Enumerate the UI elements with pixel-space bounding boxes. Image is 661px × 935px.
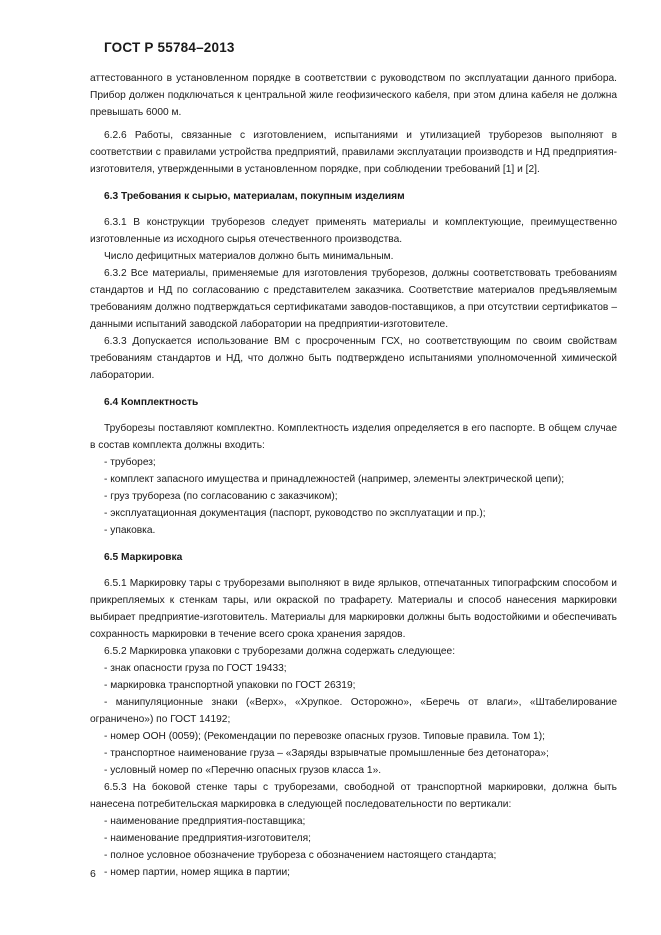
paragraph-6-3-3: 6.3.3 Допускается использование ВМ с просроченным ГСХ, но соответствующим по своим свойствам требованиям стандартов и НД, что должно быть подтверждено испытаниями уполномоченной химической лаборатории.	[90, 336, 617, 381]
list-item: - упаковка.	[104, 525, 156, 536]
paragraph: Число дефицитных материалов должно быть минимальным.	[104, 251, 394, 262]
paragraph-6-5-1: 6.5.1 Маркировку тары с труборезами выполняют в виде ярлыков, отпечатанных типографским способом и прикрепляемых к стенкам тары, или окраской по трафарету. Материалы и способ нанесения маркировки выбирает предприятие-изготовитель. Материалы для маркировки должны быть водостойкими и обеспечивать сохранность маркировки в течение всего срока хранения зарядов.	[90, 578, 617, 640]
list-item: - транспортное наименование груза – «Заряды взрывчатые промышленные без детонатора»;	[104, 748, 549, 759]
paragraph-6-3-2: 6.3.2 Все материалы, применяемые для изготовления труборезов, должны соответствовать требованиям стандартов и НД по согласованию с представителем заказчика. Соответствие материалов предъявляемым требованиям должно подтверждаться сертификатами заводов-поставщиков, а при отсутствии сертификатов – данными испытаний заводской лаборатории на предприятии-изготовителе.	[90, 268, 617, 330]
list-item: - комплект запасного имущества и принадлежностей (например, элементы электрической цепи);	[104, 474, 565, 485]
paragraph: Труборезы поставляют комплектно. Комплектность изделия определяется в его паспорте. В общем случае в состав комплекта должны входить:	[90, 423, 617, 451]
document-header: ГОСТ Р 55784–2013	[104, 40, 235, 55]
section-heading-6-3: 6.3 Требования к сырью, материалам, покупным изделиям	[104, 191, 405, 202]
section-heading-6-4: 6.4 Комплектность	[104, 397, 199, 408]
list-item: - манипуляционные знаки («Верх», «Хрупкое. Осторожно», «Беречь от влаги», «Штабелирование ограничено») по ГОСТ 14192;	[90, 697, 617, 725]
paragraph: аттестованного в установленном порядке в соответствии с руководством по эксплуатации данного прибора. Прибор должен подключаться к центральной жиле геофизического кабеля, при этом длина кабеля не должна превышать 6000 м.	[90, 73, 617, 118]
paragraph-6-5-2: 6.5.2 Маркировка упаковки с труборезами должна содержать следующее:	[104, 646, 456, 657]
list-item: - труборез;	[104, 457, 156, 468]
paragraph-6-5-3: 6.5.3 На боковой стенке тары с труборезами, свободной от транспортной маркировки, должна быть нанесена потребительская маркировка в следующей последовательности по вертикали:	[90, 782, 617, 810]
list-item: - знак опасности груза по ГОСТ 19433;	[104, 663, 287, 674]
section-heading-6-5: 6.5 Маркировка	[104, 552, 183, 563]
list-item: - полное условное обозначение трубореза с обозначением настоящего стандарта;	[104, 850, 497, 861]
page-number: 6	[90, 868, 96, 880]
document-body	[90, 70, 617, 881]
list-item: - груз трубореза (по согласованию с заказчиком);	[104, 491, 338, 502]
list-item: - наименование предприятия-поставщика;	[104, 816, 306, 827]
list-item: - номер партии, номер ящика в партии;	[104, 867, 290, 878]
list-item: - эксплуатационная документация (паспорт, руководство по эксплуатации и пр.);	[104, 508, 486, 519]
list-item: - номер ООН (0059); (Рекомендации по перевозке опасных грузов. Типовые правила. Том 1);	[104, 731, 545, 742]
list-item: - наименование предприятия-изготовителя;	[104, 833, 311, 844]
list-item: - маркировка транспортной упаковки по ГОСТ 26319;	[104, 680, 356, 691]
list-item: - условный номер по «Перечню опасных грузов класса 1».	[104, 765, 382, 776]
paragraph-6-3-1: 6.3.1 В конструкции труборезов следует применять материалы и комплектующие, преимущественно изготовленные из исходного сырья отечественного производства.	[90, 217, 617, 245]
paragraph-6-2-6: 6.2.6 Работы, связанные с изготовлением, испытаниями и утилизацией труборезов выполняют в соответствии с правилами устройства предприятий, правилами эксплуатации производств и НД предприятия-изготовителя, утвержденными в установленном порядке, при соблюдении требований [1] и [2].	[90, 130, 617, 175]
